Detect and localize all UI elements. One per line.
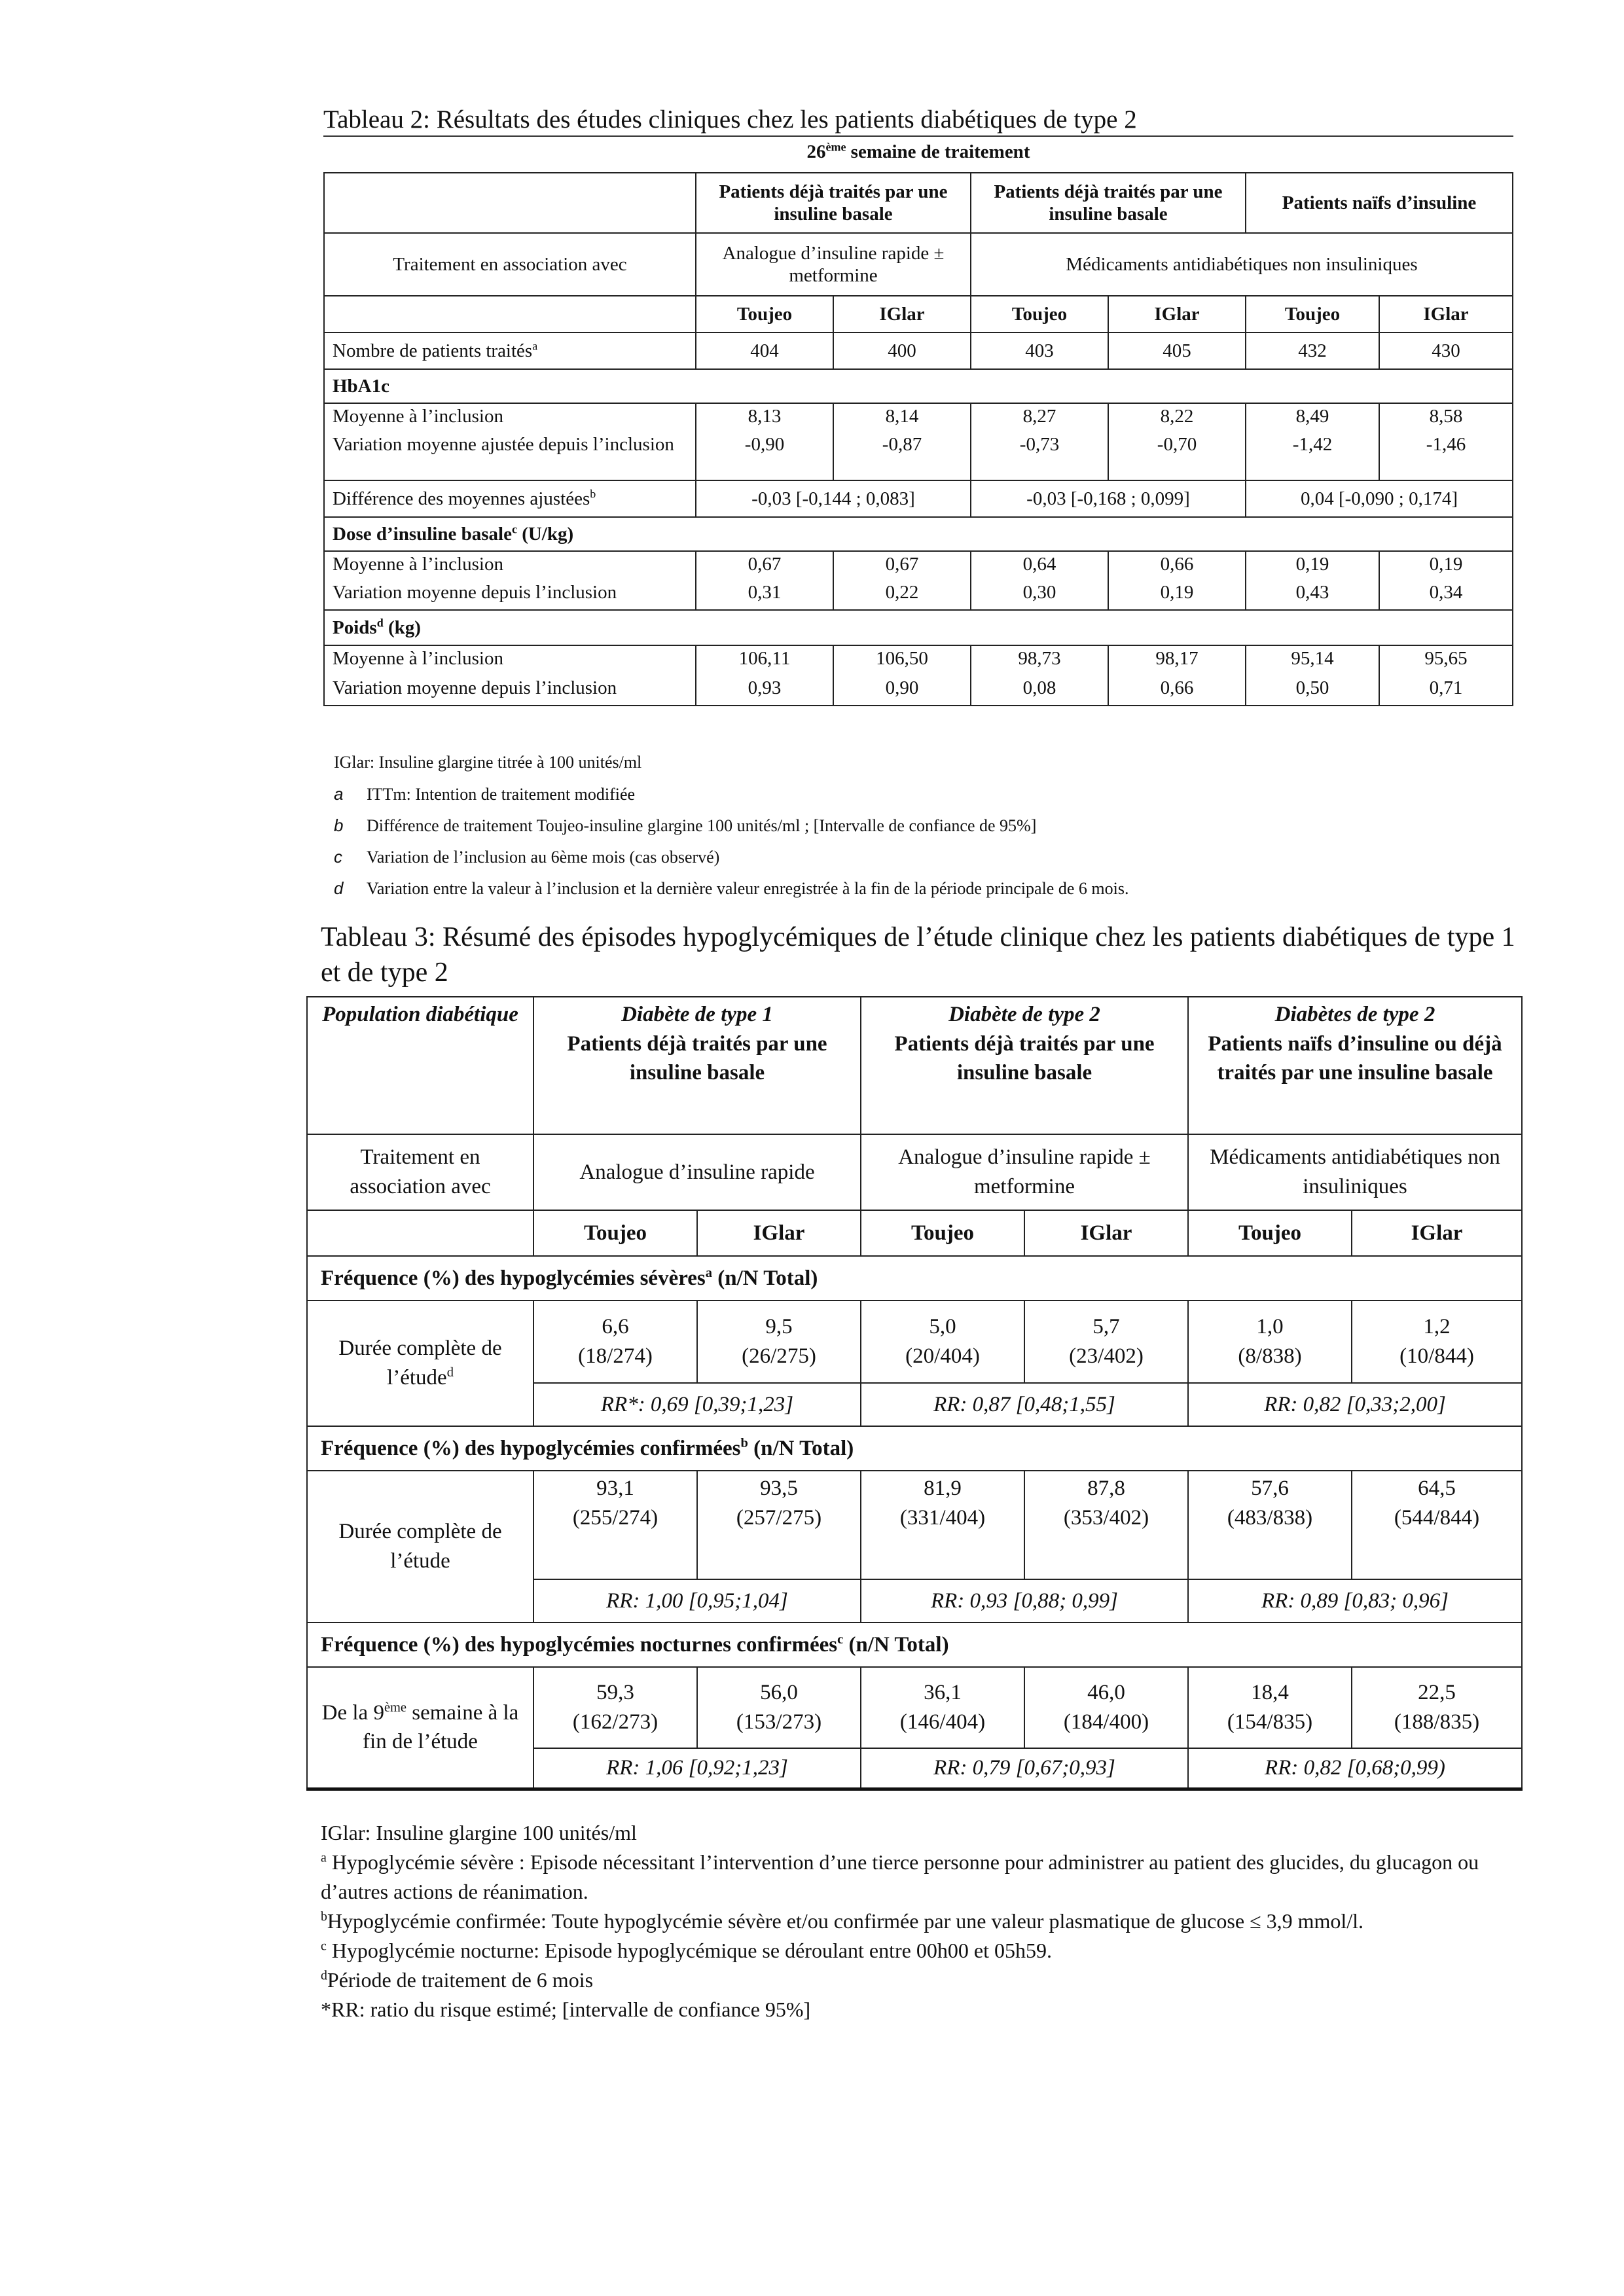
value-cell: 0,67 [696, 551, 833, 580]
footnote-mark: d [321, 1968, 327, 1983]
footnote-mark: c [837, 1632, 844, 1647]
footnote-mark: d [446, 1365, 454, 1380]
label-sup: ème [384, 1700, 406, 1715]
value-cell: 106,11 [696, 645, 833, 675]
group-header [861, 997, 1188, 1134]
rr-cell: RR: 0,93 [0,88; 0,99] [861, 1579, 1188, 1623]
rr-cell: RR: 0,89 [0,83; 0,96] [1188, 1579, 1522, 1623]
row-label [307, 1300, 533, 1426]
count-value: (10/844) [1399, 1344, 1474, 1368]
table2-title: Tableau 2: Résultats des études cliniques chez les patients diabétiques de type 2 [323, 105, 1137, 134]
table-row [324, 432, 1513, 480]
value-cell: -0,70 [1108, 432, 1246, 480]
footnote [334, 878, 1128, 899]
label-text: Poids [333, 617, 377, 638]
association-cell: Médicaments antidiabétiques non insuliniques [1188, 1134, 1522, 1210]
section-header [307, 1623, 1522, 1667]
value-cell: 0,34 [1379, 580, 1513, 610]
value-cell: 0,43 [1246, 580, 1379, 610]
unit-text: (U/kg) [516, 523, 574, 545]
empty-cell [307, 1210, 533, 1256]
footnote-text: Hypoglycémie nocturne: Episode hypoglycémique se déroulant entre 00h00 et 05h59. [326, 1939, 1052, 1962]
arm-header: IGlar [1379, 296, 1513, 332]
count-value: (353/402) [1063, 1505, 1149, 1530]
value-cell [1352, 1667, 1522, 1748]
association-cell: Médicaments antidiabétiques non insuliniques [971, 233, 1513, 296]
row-label: Variation moyenne depuis l’inclusion [324, 675, 696, 706]
week-label: semaine de traitement [846, 141, 1030, 162]
pct-value: 5,0 [929, 1315, 956, 1339]
value-cell [697, 1471, 861, 1579]
section-title: Fréquence (%) des hypoglycémies nocturnes confirmées [321, 1632, 838, 1657]
arm-header: Toujeo [696, 296, 833, 332]
group-header: Patients naïfs d’insuline [1246, 173, 1513, 233]
table2-title-rule [323, 135, 1513, 137]
value-cell: 0,19 [1108, 580, 1246, 610]
value-cell: 0,19 [1379, 551, 1513, 580]
count-value: (146/404) [899, 1710, 986, 1734]
count-value: (153/273) [736, 1710, 822, 1734]
footnote-mark: d [334, 878, 344, 898]
value-cell: 95,65 [1379, 645, 1513, 675]
value-cell [1188, 1667, 1352, 1748]
pct-value: 6,6 [602, 1315, 629, 1339]
section-row [307, 1623, 1522, 1667]
value-cell [861, 1300, 1024, 1383]
row-label: Moyenne à l’inclusion [324, 645, 696, 675]
value-cell: -1,46 [1379, 432, 1513, 480]
association-label: Traitement en association avec [324, 233, 696, 296]
value-cell: -0,03 [-0,168 ; 0,099] [971, 480, 1246, 517]
section-row [324, 517, 1513, 551]
pct-value: 59,3 [596, 1681, 634, 1705]
value-cell [1024, 1471, 1188, 1579]
rr-cell: RR: 1,00 [0,95;1,04] [533, 1579, 861, 1623]
value-cell: 0,19 [1246, 551, 1379, 580]
value-cell: -1,42 [1246, 432, 1379, 480]
group-header [533, 997, 861, 1134]
group-desc: Patients naïfs d’insuline ou déjà traités par une insuline basale [1208, 1031, 1502, 1085]
value-cell: 95,14 [1246, 645, 1379, 675]
value-cell: 0,50 [1246, 675, 1379, 706]
value-cell: 0,30 [971, 580, 1108, 610]
value-cell: 8,49 [1246, 403, 1379, 432]
value-cell [533, 1667, 697, 1748]
section-header [324, 517, 1513, 551]
label-text: Dose d’insuline basale [333, 523, 512, 545]
table-row [324, 332, 1513, 369]
value-cell: 8,22 [1108, 403, 1246, 432]
row-label: Variation moyenne ajustée depuis l’inclusion [324, 432, 696, 480]
group-type: Diabète de type 1 [621, 1003, 773, 1026]
section-title: Fréquence (%) des hypoglycémies confirmées [321, 1436, 741, 1460]
value-cell: 432 [1246, 332, 1379, 369]
section-header [324, 610, 1513, 645]
section-unit: (n/N Total) [712, 1266, 818, 1290]
value-cell [861, 1471, 1024, 1579]
footnote-mark: a [321, 1850, 327, 1865]
association-label: Traitement en association avec [307, 1134, 533, 1210]
count-value: (184/400) [1063, 1710, 1149, 1734]
footnote [321, 1907, 1519, 1936]
arm-header: IGlar [833, 296, 971, 332]
value-cell [1188, 1300, 1352, 1383]
footnote-mark: a [705, 1265, 712, 1280]
footnote-text: IGlar: Insuline glargine titrée à 100 unités/ml [334, 753, 642, 772]
footnote [321, 1995, 1519, 2024]
footnote-text: Variation de l’inclusion au 6ème mois (cas observé) [367, 848, 720, 867]
pct-value: 9,5 [765, 1315, 793, 1339]
count-value: (257/275) [736, 1505, 822, 1530]
table3-group-row [307, 997, 1522, 1134]
week-sup: ème [825, 140, 846, 154]
value-cell: 0,04 [-0,090 ; 0,174] [1246, 480, 1513, 517]
count-value: (544/844) [1394, 1505, 1480, 1530]
row-label: Variation moyenne depuis l’inclusion [324, 580, 696, 610]
table-row [307, 1300, 1522, 1383]
group-header: Patients déjà traités par une insuline basale [696, 173, 971, 233]
group-type: Diabète de type 2 [948, 1003, 1100, 1026]
value-cell [1352, 1300, 1522, 1383]
footnote-mark: b [334, 816, 344, 835]
arm-header: IGlar [1024, 1210, 1188, 1256]
count-value: (331/404) [899, 1505, 986, 1530]
value-cell: 8,13 [696, 403, 833, 432]
table-row [324, 580, 1513, 610]
section-title: Fréquence (%) des hypoglycémies sévères [321, 1266, 706, 1290]
footnote [321, 1965, 1519, 1995]
value-cell [861, 1667, 1024, 1748]
footnote-mark: a [532, 339, 538, 353]
footnote-mark: b [321, 1909, 327, 1924]
footnote [334, 784, 635, 804]
count-value: (18/274) [578, 1344, 653, 1368]
value-cell: 98,73 [971, 645, 1108, 675]
empty-cell [324, 296, 696, 332]
footnote-mark: c [321, 1939, 327, 1954]
table2-week-header [323, 141, 1513, 163]
value-cell: 8,14 [833, 403, 971, 432]
footnote-mark: b [590, 487, 596, 501]
count-value: (483/838) [1227, 1505, 1313, 1530]
value-cell [1024, 1667, 1188, 1748]
value-cell [533, 1471, 697, 1579]
row-label [324, 480, 696, 517]
rr-cell: RR: 1,06 [0,92;1,23] [533, 1748, 861, 1789]
table3-footnotes [321, 1818, 1519, 2024]
label-text: Durée complète de l’étude [338, 1336, 502, 1390]
table3-title: Tableau 3: Résumé des épisodes hypoglycémiques de l’étude clinique chez les patients diabétiques de type 1 et de type 2 [321, 922, 1515, 988]
rr-cell: RR: 0,87 [0,48;1,55] [861, 1383, 1188, 1426]
pct-value: 93,5 [760, 1477, 798, 1500]
label-text: semaine à la fin de l’étude [363, 1700, 519, 1754]
association-cell: Analogue d’insuline rapide [533, 1134, 861, 1210]
pct-value: 57,6 [1251, 1477, 1289, 1500]
value-cell: 403 [971, 332, 1108, 369]
footnote-text: IGlar: Insuline glargine 100 unités/ml [321, 1821, 637, 1844]
table3-association-row [307, 1134, 1522, 1210]
table2 [323, 172, 1513, 706]
footnote-mark: c [334, 847, 342, 867]
count-value: (20/404) [905, 1344, 980, 1368]
rr-cell: RR*: 0,69 [0,39;1,23] [533, 1383, 861, 1426]
label-text: De la 9 [321, 1700, 384, 1725]
value-cell [533, 1300, 697, 1383]
value-cell: 0,08 [971, 675, 1108, 706]
arm-header: Toujeo [861, 1210, 1024, 1256]
population-label: Population diabétique [307, 997, 533, 1134]
footnote-text: Variation entre la valeur à l’inclusion et la dernière valeur enregistrée à la fin de la période principale de 6 mois. [367, 879, 1129, 898]
section-row [324, 369, 1513, 403]
table-row [324, 675, 1513, 706]
value-cell: 404 [696, 332, 833, 369]
value-cell [1188, 1471, 1352, 1579]
section-unit: (n/N Total) [748, 1436, 854, 1460]
table-row [324, 403, 1513, 432]
value-cell: 0,90 [833, 675, 971, 706]
value-cell: 0,93 [696, 675, 833, 706]
pct-value: 64,5 [1418, 1477, 1456, 1500]
value-cell: -0,03 [-0,144 ; 0,083] [696, 480, 971, 517]
table3 [306, 996, 1523, 1791]
count-value: (23/402) [1069, 1344, 1144, 1368]
row-label: Moyenne à l’inclusion [324, 551, 696, 580]
footnote [321, 1936, 1519, 1965]
pct-value: 56,0 [760, 1681, 798, 1705]
label-text: Différence des moyennes ajustées [333, 488, 590, 509]
pct-value: 46,0 [1087, 1681, 1125, 1705]
value-cell: -0,87 [833, 432, 971, 480]
footnote-mark: a [334, 784, 344, 804]
value-cell: 0,64 [971, 551, 1108, 580]
pct-value: 93,1 [596, 1477, 634, 1500]
arm-header: Toujeo [533, 1210, 697, 1256]
table-row [324, 551, 1513, 580]
value-cell: 0,67 [833, 551, 971, 580]
pct-value: 22,5 [1418, 1681, 1456, 1705]
footnote [321, 1848, 1519, 1907]
count-value: (26/275) [742, 1344, 816, 1368]
count-value: (8/838) [1238, 1344, 1302, 1368]
group-type: Diabètes de type 2 [1274, 1003, 1435, 1026]
association-cell: Analogue d’insuline rapide ± metformine [696, 233, 971, 296]
table2-group-row [324, 173, 1513, 233]
value-cell: 98,17 [1108, 645, 1246, 675]
footnote-text: Hypoglycémie sévère : Episode nécessitant l’intervention d’une tierce personne pour administrer au patient des glucides, du glucagon ou d’autres actions de réanimation. [321, 1850, 1479, 1903]
row-label [307, 1667, 533, 1789]
value-cell: 405 [1108, 332, 1246, 369]
table-row [307, 1667, 1522, 1748]
arm-header: Toujeo [1188, 1210, 1352, 1256]
footnote-mark: c [511, 522, 517, 536]
value-cell: 8,58 [1379, 403, 1513, 432]
value-cell: 0,66 [1108, 551, 1246, 580]
count-value: (188/835) [1394, 1710, 1480, 1734]
label-text: Nombre de patients traités [333, 340, 533, 361]
pct-value: 5,7 [1092, 1315, 1120, 1339]
count-value: (162/273) [572, 1710, 659, 1734]
table-row [307, 1471, 1522, 1579]
footnote-text: Période de traitement de 6 mois [327, 1968, 594, 1992]
value-cell: 0,66 [1108, 675, 1246, 706]
pct-value: 18,4 [1251, 1681, 1289, 1705]
count-value: (255/274) [572, 1505, 659, 1530]
arm-header: Toujeo [971, 296, 1108, 332]
section-row [307, 1426, 1522, 1471]
value-cell [1024, 1300, 1188, 1383]
footnote [334, 753, 641, 772]
row-label: Durée complète de l’étude [307, 1471, 533, 1623]
rr-cell: RR: 0,79 [0,67;0,93] [861, 1748, 1188, 1789]
value-cell: 0,31 [696, 580, 833, 610]
empty-cell [324, 173, 696, 233]
arm-header: Toujeo [1246, 296, 1379, 332]
footnote-text: ITTm: Intention de traitement modifiée [367, 785, 636, 804]
value-cell: 106,50 [833, 645, 971, 675]
value-cell: 400 [833, 332, 971, 369]
table2-association-row [324, 233, 1513, 296]
pct-value: 36,1 [924, 1681, 962, 1705]
arm-header: IGlar [1108, 296, 1246, 332]
arm-header: IGlar [697, 1210, 861, 1256]
section-header [307, 1426, 1522, 1471]
table3-arms-row [307, 1210, 1522, 1256]
table2-arms-row [324, 296, 1513, 332]
footnote-text: Différence de traitement Toujeo-insuline glargine 100 unités/ml ; [Intervalle de confiance de 95%] [367, 816, 1037, 835]
section-row [324, 610, 1513, 645]
rr-cell: RR: 0,82 [0,68;0,99) [1188, 1748, 1522, 1789]
table-row [324, 645, 1513, 675]
group-desc: Patients déjà traités par une insuline basale [567, 1031, 827, 1085]
arm-header: IGlar [1352, 1210, 1522, 1256]
footnote [334, 816, 1036, 836]
row-label: Moyenne à l’inclusion [324, 403, 696, 432]
value-cell: 0,71 [1379, 675, 1513, 706]
value-cell: 0,22 [833, 580, 971, 610]
footnote-mark: b [740, 1435, 748, 1450]
table-row [324, 480, 1513, 517]
footnote [334, 847, 719, 867]
value-cell [697, 1300, 861, 1383]
value-cell: 8,27 [971, 403, 1108, 432]
section-header: HbA1c [324, 369, 1513, 403]
footnote [321, 1818, 1519, 1848]
group-header [1188, 997, 1522, 1134]
value-cell: 430 [1379, 332, 1513, 369]
value-cell: -0,90 [696, 432, 833, 480]
week-number: 26 [806, 141, 826, 162]
association-cell: Analogue d’insuline rapide ± metformine [861, 1134, 1188, 1210]
pct-value: 1,0 [1256, 1315, 1284, 1339]
value-cell [697, 1667, 861, 1748]
section-unit: (n/N Total) [843, 1632, 949, 1657]
value-cell: -0,73 [971, 432, 1108, 480]
unit-text: (kg) [383, 617, 421, 638]
pct-value: 87,8 [1087, 1477, 1125, 1500]
footnote-text: *RR: ratio du risque estimé; [intervalle de confiance 95%] [321, 1998, 811, 2021]
value-cell [1352, 1471, 1522, 1579]
group-header: Patients déjà traités par une insuline basale [971, 173, 1246, 233]
row-label [324, 332, 696, 369]
pct-value: 1,2 [1423, 1315, 1451, 1339]
rr-cell: RR: 0,82 [0,33;2,00] [1188, 1383, 1522, 1426]
footnote-mark: d [376, 616, 384, 630]
pct-value: 81,9 [924, 1477, 962, 1500]
group-desc: Patients déjà traités par une insuline basale [894, 1031, 1155, 1085]
footnote-text: Hypoglycémie confirmée: Toute hypoglycémie sévère et/ou confirmée par une valeur plasmatique de glucose ≤ 3,9 mmol/l. [327, 1909, 1364, 1933]
section-header [307, 1256, 1522, 1300]
section-row [307, 1256, 1522, 1300]
count-value: (154/835) [1227, 1710, 1313, 1734]
